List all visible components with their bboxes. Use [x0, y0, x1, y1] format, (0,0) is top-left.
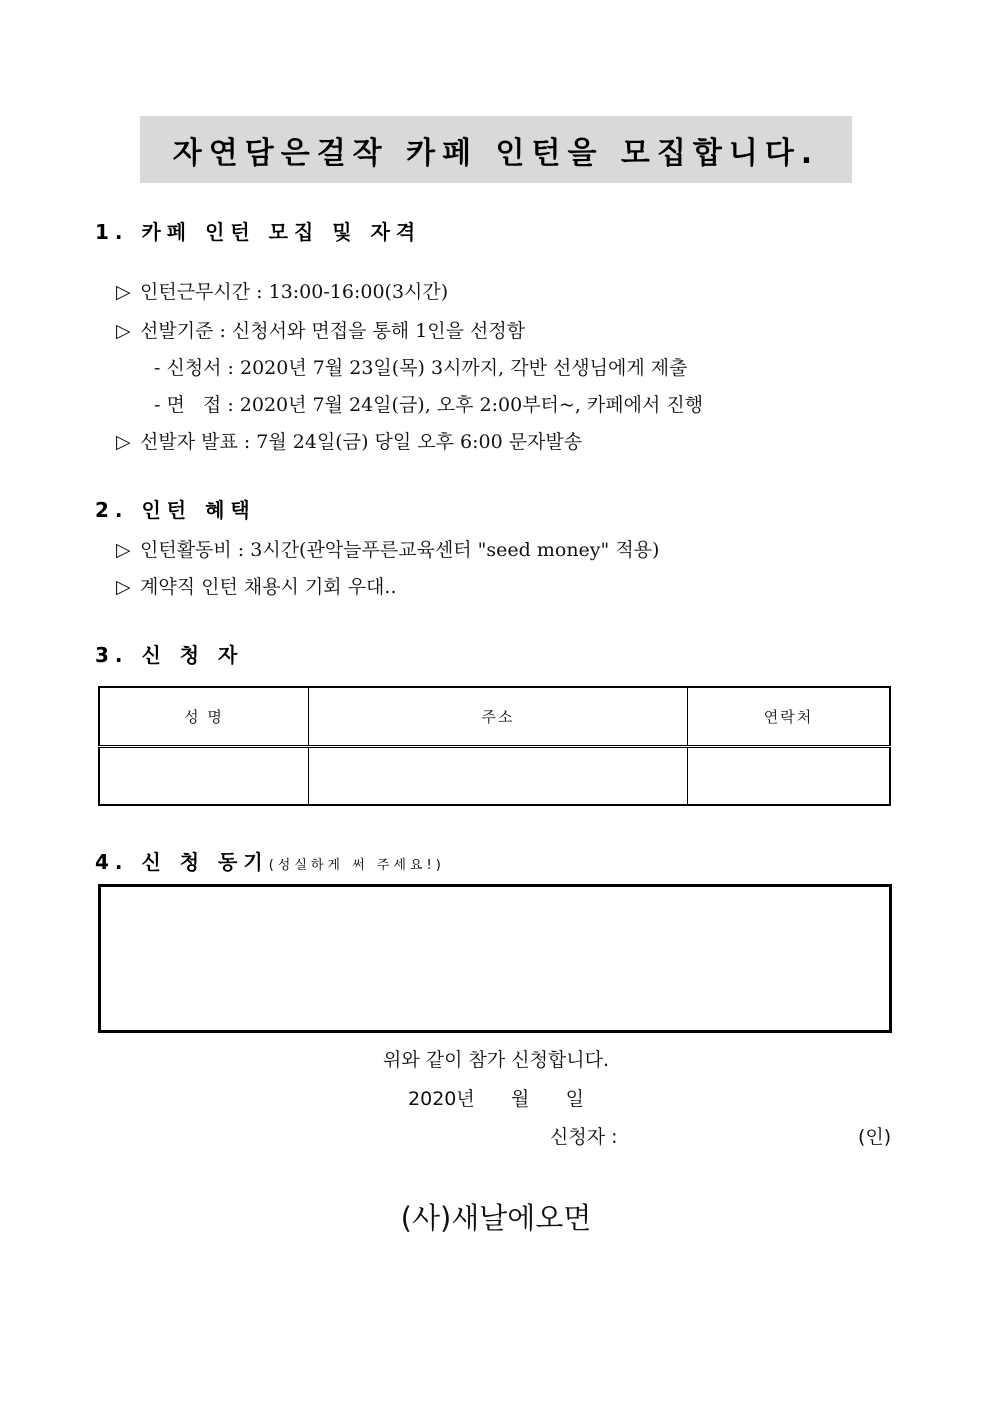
triangle-bullet-icon: ▷: [116, 539, 131, 561]
announcement-text: 선발자 발표 : 7월 24일(금) 당일 오후 6:00 문자발송: [140, 431, 583, 453]
applicant-sign-label: 신청자 :: [550, 1126, 618, 1148]
contact-cell[interactable]: [687, 747, 890, 806]
work-hours-line: [116, 277, 448, 304]
benefit-text-2: 계약직 인턴 채용시 기회 우대..: [140, 576, 397, 598]
criteria-text: 선발기준 : 신청서와 면접을 통해 1인을 선정함: [140, 320, 526, 342]
seal-mark: (인): [858, 1126, 892, 1148]
work-hours-text: 인턴근무시간 : 13:00-16:00(3시간): [140, 281, 449, 303]
criteria-line: [116, 316, 525, 343]
statement-text: 위와 같이 참가 신청합니다.: [382, 1049, 610, 1071]
name-column-header: 성 명: [99, 687, 308, 747]
section4-heading-text: 4. 신 청 동기: [95, 850, 269, 874]
section4-heading: [95, 846, 445, 875]
page-title: 자연담은걸작 카페 인턴을 모집합니다.: [172, 135, 820, 171]
announcement-line: [116, 427, 582, 454]
address-cell[interactable]: [308, 747, 687, 806]
section3-heading: 3. 신 청 자: [95, 643, 244, 667]
table-header-row: [99, 687, 890, 747]
date-line: 2020년 월 일: [408, 1088, 584, 1110]
application-deadline: - 신청서 : 2020년 7월 23일(목) 3시까지, 각반 선생님에게 제출: [154, 357, 688, 379]
triangle-bullet-icon: ▷: [116, 576, 131, 598]
triangle-bullet-icon: ▷: [116, 431, 131, 453]
triangle-bullet-icon: ▷: [116, 281, 131, 303]
section1-heading: 1. 카페 인턴 모집 및 자격: [95, 220, 422, 244]
section4-note: (성실하게 써 주세요!): [268, 858, 445, 873]
benefit-line-2: [116, 572, 397, 599]
applicant-table: [98, 686, 891, 806]
benefit-text-1: 인턴활동비 : 3시간(관악늘푸른교육센터 "seed money" 적용): [140, 539, 660, 561]
title-banner: [140, 116, 852, 183]
table-row: [99, 747, 890, 806]
contact-column-header: 연락처: [687, 687, 890, 747]
triangle-bullet-icon: ▷: [116, 320, 131, 342]
name-cell[interactable]: [99, 747, 308, 806]
section2-heading: 2. 인턴 혜택: [95, 498, 256, 522]
organization-name: (사)새날에오면: [400, 1201, 592, 1235]
address-column-header: 주소: [308, 687, 687, 747]
interview-schedule: - 면 접 : 2020년 7월 24일(금), 오후 2:00부터~, 카페에서 진행: [154, 394, 704, 416]
motive-textbox[interactable]: [98, 884, 892, 1033]
benefit-line-1: [116, 535, 659, 562]
